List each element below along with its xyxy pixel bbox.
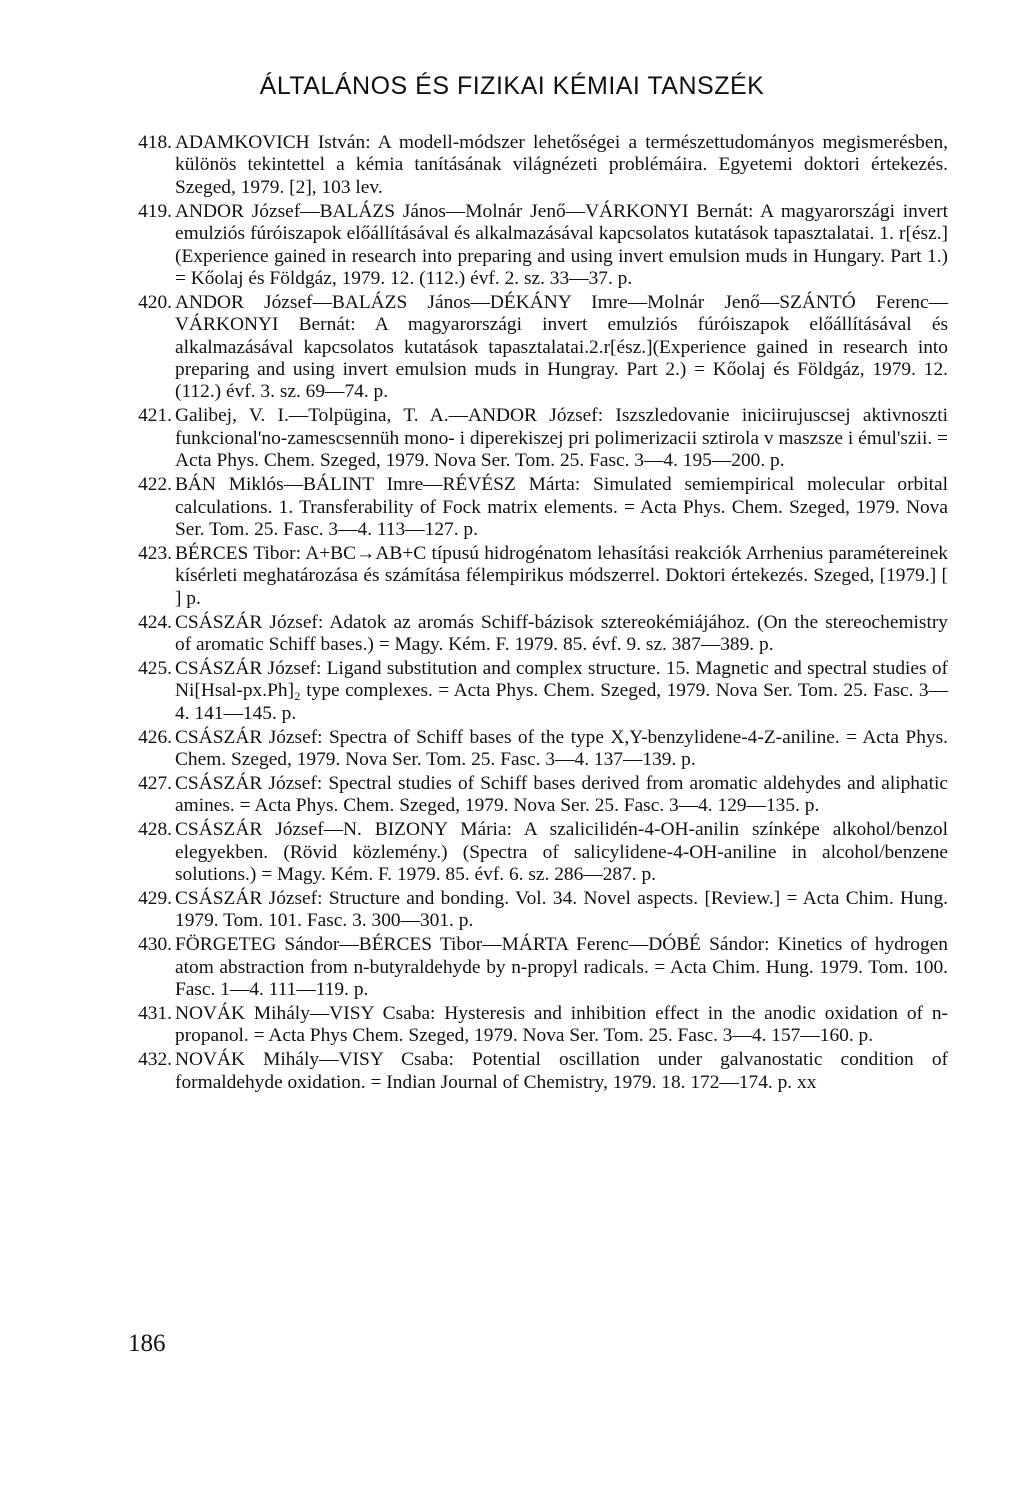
bibliography-list [128, 132, 948, 1096]
list-item [128, 658, 948, 725]
entry-text: CSÁSZÁR József: Structure and bonding. Vol. 34. Novel aspects. [Review.] = Acta Chim. Hung. 1979. Tom. 101. Fasc. 3. 300—301. p. [175, 887, 948, 932]
entry-text: Galibej, V. I.—Tolpügina, T. A.—ANDOR József: Iszszledovanie iniciirujuscsej aktivnoszti funkcional'no-zamescsennüh mono- i diperekiszej pri polimerizacii sztirola v maszsze i émul'szii. = Acta Phys. Chem. Szeged, 1979. Nova Ser. Tom. 25. Fasc. 3—4. 195—200. p. [175, 405, 948, 472]
list-item [128, 727, 948, 772]
entry-text: NOVÁK Mihály—VISY Csaba: Potential oscillation under galvanostatic condition of formaldehyde oxidation. = Indian Journal of Chemistry, 1979. 18. 172—174. p. xx [175, 1049, 948, 1093]
entry-text: NOVÁK Mihály—VISY Csaba: Hysteresis and inhibition effect in the anodic oxidation of n-propanol. = Acta Phys Chem. Szeged, 1979. Nova Ser. Tom. 25. Fasc. 3—4. 157—160. p. [175, 1002, 948, 1047]
entry-number: 421. [138, 405, 172, 427]
entry-number: 425. [138, 657, 172, 679]
entry-number: 420. [138, 291, 172, 313]
list-item [128, 612, 948, 657]
entry-text: BÉRCES Tibor: A+BC→AB+C típusú hidrogénatom lehasítási reakciók Arrhenius paramétereinek kísérleti meghatározása és számítása félempirikus módszerrel. Doktori értekezés. Szeged, [1979.] [ ] p. [175, 542, 948, 609]
entry-text: FÖRGETEG Sándor—BÉRCES Tibor—MÁRTA Ferenc—DÓBÉ Sándor: Kinetics of hydrogen atom abstraction from n-butyraldehyde by n-propyl radicals. = Acta Chim. Hung. 1979. Tom. 100. Fasc. 1—4. 111—119. p. [175, 934, 948, 1001]
entry-text: ADAMKOVICH István: A modell-módszer lehetőségei a természettudományos megismerésben, különös tekintettel a kémia tanításának világnézeti problémáira. Egyetemi doktori értekezés. Szeged, 1979. [2], 103 lev. [175, 132, 948, 198]
entry-text: BÁN Miklós—BÁLINT Imre—RÉVÉSZ Márta: Simulated semiempirical molecular orbital calculations. 1. Transferability of Fock matrix elements. = Acta Phys. Chem. Szeged, 1979. Nova Ser. Tom. 25. Fasc. 3—4. 113—127. p. [175, 474, 948, 540]
entry-text: ANDOR József—BALÁZS János—Molnár Jenő—VÁRKONYI Bernát: A magyarországi invert emulziós fúróiszapok előállításával és alkalmazásával kapcsolatos kutatások tapasztalatai. 1. r[ész.] (Experience gained in research into preparing and using invert emulsion muds in Hungary. Part 1.) = Kőolaj és Földgáz, 1979. 12. (112.) évf. 2. sz. 33—37. p. [175, 200, 948, 289]
list-item [128, 888, 948, 933]
list-item [128, 132, 948, 199]
entry-number: 418. [138, 132, 172, 153]
entry-text: CSÁSZÁR József—N. BIZONY Mária: A szalicilidén-4-OH-anilin színképe alkohol/benzol elegyekben. (Rövid közlemény.) (Spectra of salicylidene-4-OH-aniline in alcohol/benzene solutions.) = Magy. Kém. F. 1979. 85. évf. 6. sz. 286—287. p. [175, 819, 948, 885]
page-number: 186 [128, 1330, 166, 1357]
page-header: ÁLTALÁNOS ÉS FIZIKAI KÉMIAI TANSZÉK [259, 72, 765, 100]
entry-number: 419. [138, 200, 172, 222]
entry-number: 424. [138, 611, 172, 633]
list-item [128, 934, 948, 1001]
entry-text: ANDOR József—BALÁZS János—DÉKÁNY Imre—Molnár Jenő—SZÁNTÓ Ferenc—VÁRKONYI Bernát: A magyarországi invert emulziós fúróiszapok előállításával és alkalmazásával kapcsolatos kutatások tapasztalatai.2.r[ész.](Experience gained in research into preparing and using invert emulsion muds in Hungray. Part 2.) = Kőolaj és Földgáz, 1979. 12. (112.) évf. 3. sz. 69—74. p. [175, 291, 948, 403]
entry-text: CSÁSZÁR József: Spectra of Schiff bases of the type X,Y-benzylidene-4-Z-aniline. = Acta Phys. Chem. Szeged, 1979. Nova Ser. Tom. 25. Fasc. 3—4. 137—139. p. [175, 726, 948, 770]
list-item [128, 773, 948, 818]
entry-number: 426. [138, 726, 172, 748]
entry-number: 423. [138, 542, 172, 564]
entry-number: 430. [138, 934, 172, 956]
entry-number: 432. [138, 1049, 172, 1071]
entry-number: 431. [138, 1002, 172, 1024]
entry-number: 427. [138, 772, 172, 794]
list-item [128, 1049, 948, 1094]
entry-text: CSÁSZÁR József: Spectral studies of Schiff bases derived from aromatic aldehydes and aliphatic amines. = Acta Phys. Chem. Szeged, 1979. Nova Ser. 25. Fasc. 3—4. 129—135. p. [175, 772, 948, 817]
entry-number: 422. [138, 474, 172, 496]
list-item [128, 292, 948, 404]
entry-number: 428. [138, 819, 172, 841]
list-item [128, 474, 948, 541]
list-item [128, 543, 948, 610]
entry-number: 429. [138, 887, 172, 909]
list-item [128, 819, 948, 886]
list-item [128, 405, 948, 472]
entry-text: CSÁSZÁR József: Adatok az aromás Schiff-bázisok sztereokémiájához. (On the stereochemistry of aromatic Schiff bases.) = Magy. Kém. F. 1979. 85. évf. 9. sz. 387—389. p. [175, 611, 948, 655]
list-item [128, 1003, 948, 1048]
list-item [128, 201, 948, 291]
entry-text: CSÁSZÁR József: Ligand substitution and complex structure. 15. Magnetic and spectral studies of Ni[Hsal-px.Ph]₂ type complexes. = Acta Phys. Chem. Szeged, 1979. Nova Ser. Tom. 25. Fasc. 3—4. 141—145. p. [175, 657, 948, 724]
